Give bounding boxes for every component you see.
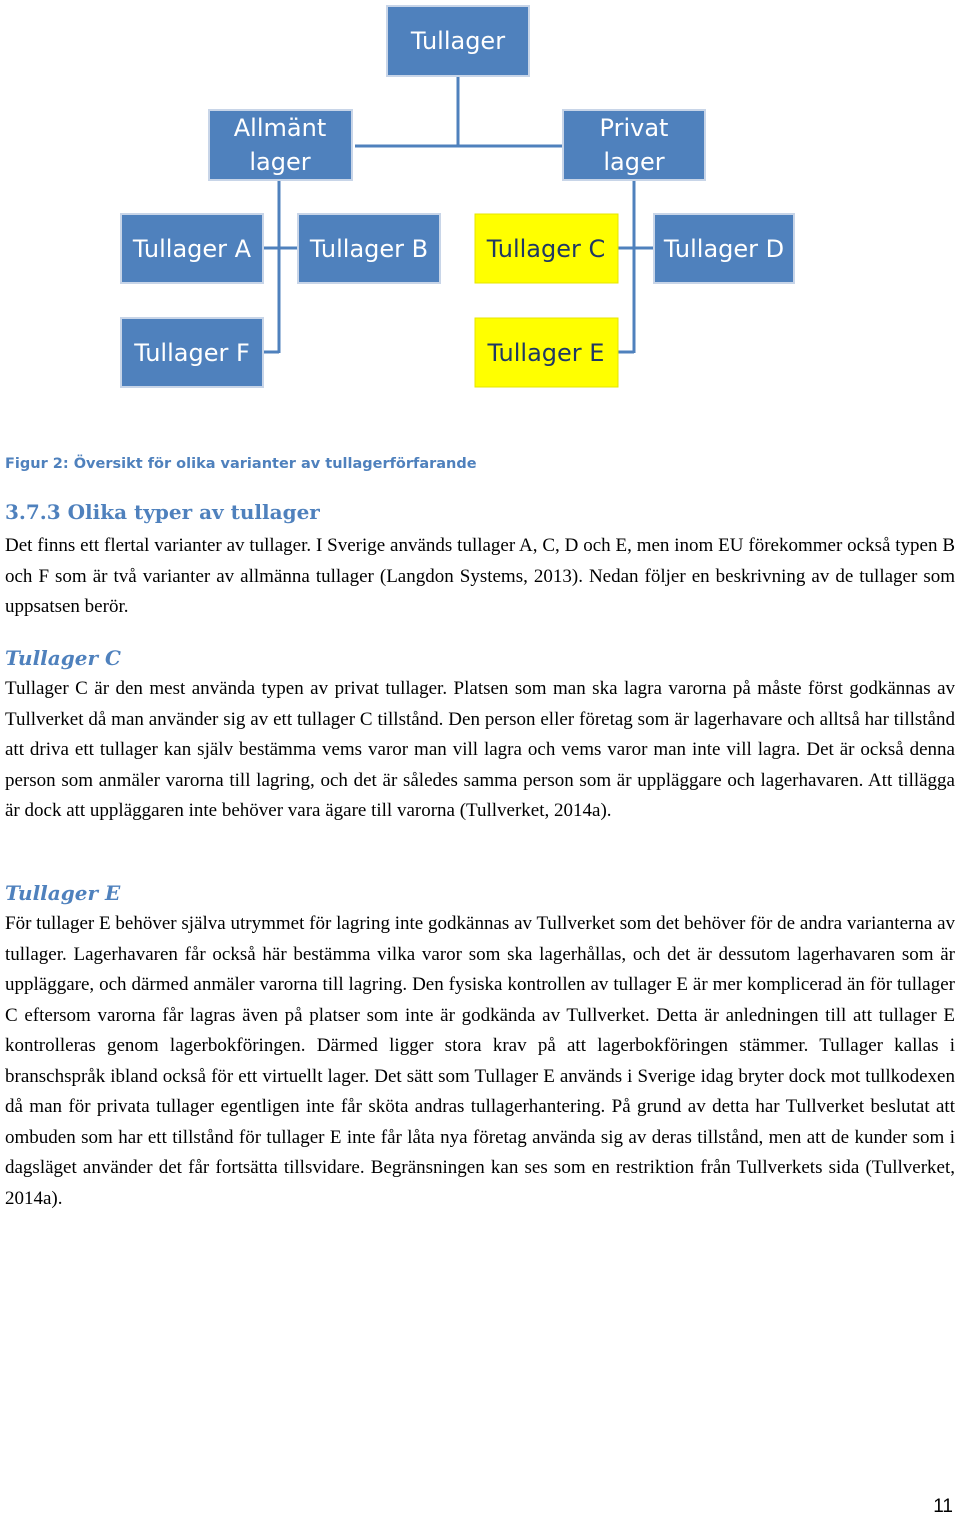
node-tullager-e [475,318,618,387]
node-tullager-a-label: Tullager A [132,235,252,263]
node-privat-label-line2: lager [603,148,665,176]
node-tullager-label: Tullager [410,27,506,55]
tullager-c-paragraph: Tullager C är den mest använda typen av privat tullager. Platsen som man ska lagra varorna på måste först godkännas av Tullverket då man använder sig av ett tullager C tillstånd. Den person eller företag som är lagerhavare och alltså har tillstånd att driva ett tullager kan själv bestämma vems varor man vill lagra och vems varor man inte vill lagra. Det är också denna person som anmäler varorna till lagring, och det är således samma person som är uppläggare och lagerhavaren. Att tillägga är dock att uppläggaren inte behöver vara ägare till varorna (Tullverket, 2014a). [5,678,955,821]
node-tullager-d-label: Tullager D [663,235,785,263]
node-tullager-c-label: Tullager C [486,235,606,263]
node-privat-lager [563,110,705,180]
node-allmant-lager [209,110,352,180]
tullager-e-heading: Tullager E [5,881,121,905]
tullager-e-paragraph: För tullager E behöver själva utrymmet för lagring inte godkännas av Tullverket som det behöver för de andra varianterna av tullager. Lagerhavaren får också här bestämma vilka varor som ska lagerhållas, och det är dessutom lagerhavaren som är uppläggare, och därmed anmäler varorna till lagring. Den fysiska kontrollen av tullager E är mer komplicerad än för tullager C eftersom varorna får lagras även på platser som inte är godkända av Tullverket. Detta är anledningen till att tullager E kontrolleras genom lagerbokföringen. Därmed ligger stora krav på att lagerbokföringen stämmer. Tullager kallas i branschspråk ibland också för ett virtuellt lager. Det sätt som Tullager E används i Sverige idag bryter dock mot tullkodexen då man för privata tullager egentligen inte får sköta andras tullagerhantering. På grund av detta har Tullverket beslutat att ombuden som har ett tillstånd för tullager E inte får låta nya företag använda sig av deras tillstånd, men att de kunder som i dagsläget använder det får fortsätta tillsvidare. Begränsningen kan ses som en restriktion från Tullverkets sida (Tullverket, 2014a). [5,913,955,1209]
node-tullager-b [298,214,440,283]
node-tullager [387,6,529,76]
node-tullager-f-label: Tullager F [134,339,250,367]
node-tullager-f [121,318,263,387]
node-tullager-e-label: Tullager E [487,339,605,367]
warehouse-type-diagram [0,0,960,400]
node-tullager-d [654,214,794,283]
section-intro-paragraph: Det finns ett flertal varianter av tullager. I Sverige används tullager A, C, D och E, men inom EU förekommer också typen B och F som är två varianter av allmänna tullager (Langdon Systems, 2013). Nedan följer en beskrivning av de tullager som uppsatsen berör. [5,535,955,617]
node-tullager-c [475,214,618,283]
figure-caption: Figur 2: Översikt för olika varianter av tullagerförfarande [5,456,477,472]
tullager-c-heading: Tullager C [5,646,121,670]
node-tullager-a [121,214,263,283]
node-allmant-label-line2: lager [249,148,311,176]
node-privat-label-line1: Privat [599,114,669,142]
node-tullager-b-label: Tullager B [309,235,429,263]
section-heading: 3.7.3 Olika typer av tullager [5,500,320,524]
page-number: 11 [933,1496,953,1517]
node-allmant-label-line1: Allmänt [233,114,327,142]
